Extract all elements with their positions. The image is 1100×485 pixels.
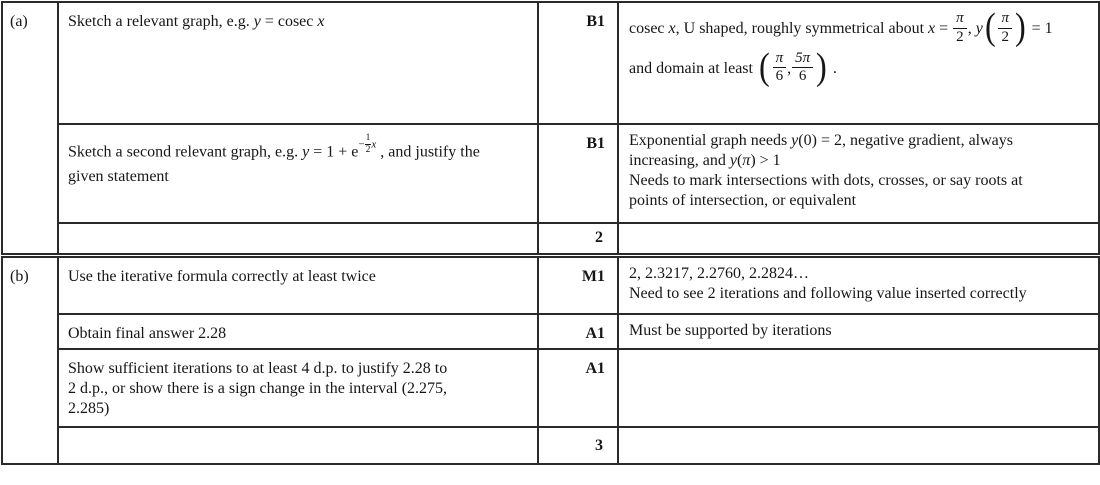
left-paren: (: [736, 152, 743, 169]
comment-a1-line2: [629, 45, 1090, 88]
var-y: y: [729, 152, 737, 169]
comment-a1: [618, 2, 1099, 124]
fraction-pi-over-2: [953, 11, 967, 46]
mark-a2-label: B1: [586, 135, 605, 152]
big-right-paren: ): [816, 45, 827, 88]
big-right-paren: ): [1014, 6, 1026, 49]
exponent-minus-half-x: [358, 134, 376, 156]
comment-b1-line1: 2, 2.3217, 2.2760, 2.2824…: [629, 264, 809, 282]
fraction-denominator: 2: [1001, 28, 1009, 45]
mark-b1: [538, 255, 618, 314]
comment-b-total-empty: [618, 427, 1099, 464]
mark-b1-label: M1: [581, 267, 605, 285]
fraction-pi-over-6: [773, 51, 787, 86]
fraction-5pi-over-6: [792, 51, 813, 86]
mark-b3: [538, 349, 618, 427]
description-a-total-empty: [58, 223, 538, 255]
var-y: y: [975, 19, 983, 37]
comment-a2-t1: Exponential graph needs: [629, 132, 792, 149]
description-b3-line2: 2 d.p., or show there is a sign change in the interval (2.275,: [68, 380, 448, 397]
part-label-b: [2, 255, 58, 464]
comment-b1-line2: Need to see 2 iterations and following value inserted correctly: [629, 284, 1027, 302]
comment-a2-t2: (0) = 2, negative gradient, always: [798, 132, 1014, 149]
description-b-total-empty: [58, 427, 538, 464]
comment-b1: [618, 255, 1099, 314]
comment-a1-t3: and domain at least: [629, 59, 757, 77]
mark-b2-label: A1: [585, 325, 605, 342]
mark-b-total: [538, 427, 618, 464]
desc-a2-text2: , and justify the: [376, 143, 480, 161]
var-x: x: [371, 138, 377, 151]
big-left-paren: (: [758, 45, 770, 88]
fraction-pi-over-2: [998, 11, 1012, 46]
part-b-text: (b): [10, 267, 29, 285]
pi-symbol: π: [742, 152, 751, 169]
fraction-denominator: 6: [775, 68, 784, 85]
comment-a2-t4: ) > 1: [750, 152, 781, 169]
mark-a1-label: B1: [586, 13, 605, 30]
description-a2: [58, 124, 538, 223]
section-b-total: 3: [595, 436, 603, 454]
comment-b3-empty: [618, 349, 1099, 427]
comment-a2-line1: [629, 131, 1090, 151]
var-x: x: [317, 13, 325, 30]
description-b3-line3: 2.285): [68, 400, 110, 417]
var-x: x: [928, 19, 936, 37]
description-a2-line2: given statement: [68, 167, 169, 185]
fraction-denominator: 2: [956, 28, 964, 45]
comment-b2: Must be supported by iterations: [618, 314, 1099, 349]
description-a2-line1: [68, 134, 527, 165]
comment-a1-t2: , U shaped, roughly symmetrical about: [675, 19, 929, 37]
mark-b3-label: A1: [585, 360, 605, 377]
fraction-1-over-2: [365, 134, 372, 156]
comma: ,: [967, 19, 976, 37]
fraction-numerator: 5π: [792, 51, 813, 69]
fraction-denominator: 2: [365, 144, 371, 155]
equals-one: = 1: [1027, 19, 1053, 37]
var-y: y: [302, 143, 310, 161]
fraction-numerator: π: [953, 11, 967, 29]
desc-a1-text: Sketch a relevant graph, e.g.: [68, 13, 254, 30]
comment-a2-line2: [629, 151, 1090, 171]
description-b1: Use the iterative formula correctly at least twice: [58, 255, 538, 314]
mark-a-total: [538, 223, 618, 255]
part-label-a: [2, 2, 58, 255]
section-a-total: 2: [595, 229, 603, 247]
var-x: x: [668, 19, 676, 37]
minus-sign: −: [358, 138, 365, 151]
comment-a2: [618, 124, 1099, 223]
comment-a-total-empty: [618, 223, 1099, 255]
equals-sign: =: [935, 19, 953, 37]
description-b3-line1: Show sufficient iterations to at least 4 d.p. to justify 2.28 to: [68, 360, 448, 377]
mark-a2: [538, 124, 618, 223]
desc-a2-text: Sketch a second relevant graph, e.g.: [68, 143, 303, 161]
fraction-numerator: π: [773, 51, 787, 69]
comment-a1-t1: cosec: [629, 19, 669, 37]
part-a-text: (a): [10, 13, 28, 30]
fraction-numerator: 1: [365, 133, 371, 143]
fraction-denominator: 6: [798, 68, 807, 85]
description-b2: Obtain final answer 2.28: [58, 314, 538, 349]
mark-scheme-table: [1, 1, 1100, 465]
comment-a2-line3: Needs to mark intersections with dots, crosses, or say roots at: [629, 172, 1023, 189]
comma: ,: [787, 59, 792, 77]
description-a1: [58, 2, 538, 124]
var-y: y: [791, 132, 799, 149]
comment-a2-line4: points of intersection, or equivalent: [629, 192, 857, 209]
var-y: y: [253, 13, 261, 30]
description-b3: [58, 349, 538, 427]
desc-a1-eq: = cosec: [260, 13, 318, 30]
desc-a2-eq: = 1 + e: [309, 143, 359, 161]
comment-a1-line1: [629, 6, 1090, 49]
fraction-numerator: π: [998, 11, 1012, 29]
mark-a1: [538, 2, 618, 124]
comment-a2-t3: increasing, and: [629, 152, 730, 169]
period: .: [828, 59, 837, 77]
big-left-paren: (: [984, 6, 996, 49]
mark-b2: [538, 314, 618, 349]
